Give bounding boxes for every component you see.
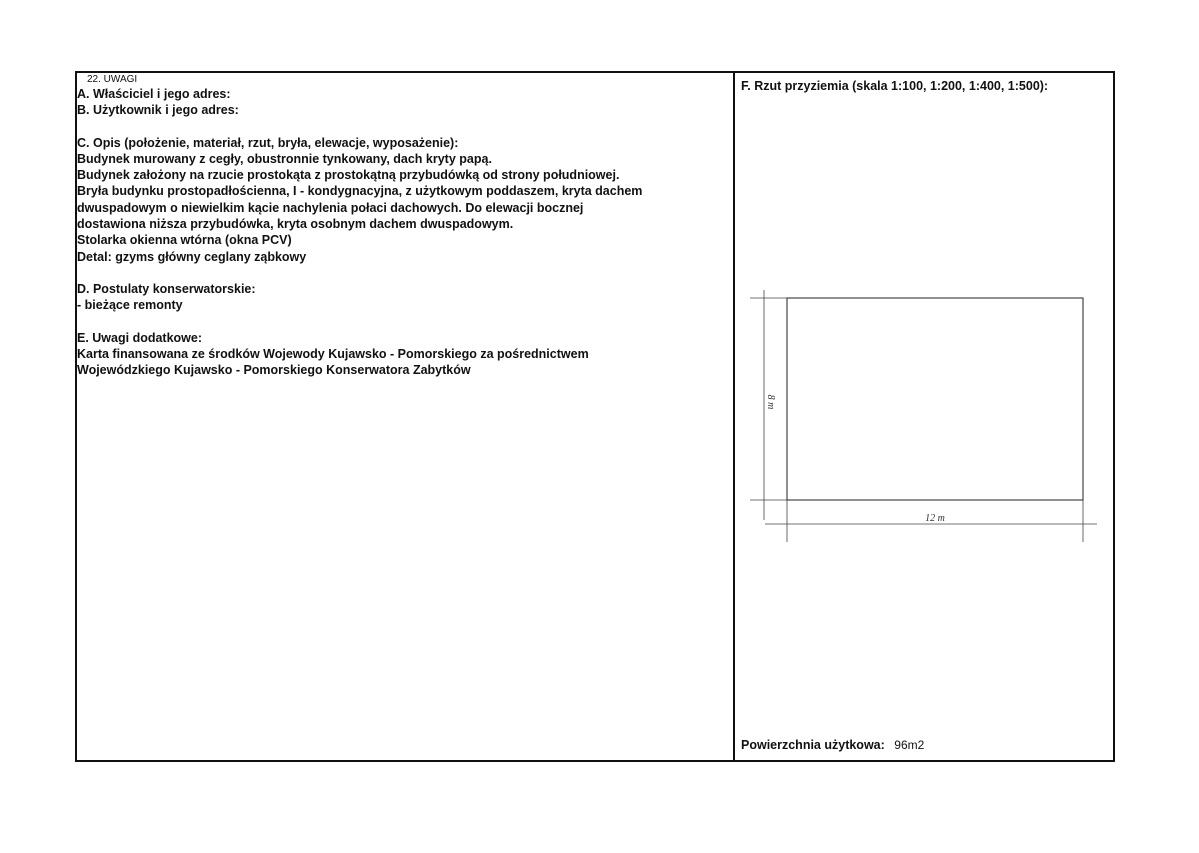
remarks-heading: E. Uwagi dodatkowe: — [77, 330, 203, 345]
postulates-line: - bieżące remonty — [77, 298, 183, 313]
usable-area-row — [741, 738, 924, 752]
owner-heading: A. Właściciel i jego adres: — [77, 87, 231, 101]
usable-area-value: 96m2 — [894, 738, 925, 752]
description-line: Bryła budynku prostopadłościenna, I - kondygnacyjna, z użytkowym poddaszem, kryta dachem — [77, 184, 643, 199]
remarks-line: Karta finansowana ze środków Wojewody Kujawsko - Pomorskiego za pośrednictwem — [77, 346, 589, 361]
user-heading: B. Użytkownik i jego adres: — [77, 103, 239, 118]
description-line: dostawiona niższa przybudówka, kryta osobnym dachem dwuspadowym. — [77, 217, 514, 232]
building-outline — [787, 298, 1083, 500]
remarks-line: Wojewódzkiego Kujawsko - Pomorskiego Konserwatora Zabytków — [77, 363, 471, 378]
description-heading: C. Opis (położenie, materiał, rzut, bryła, elewacje, wyposażenie): — [77, 135, 459, 150]
description-line: Detal: gzyms główny ceglany ząbkowy — [77, 249, 307, 264]
column-divider — [733, 71, 735, 762]
description-line: Budynek założony na rzucie prostokąta z prostokątną przybudówką od strony południowej. — [77, 168, 620, 183]
height-label: 8 m — [765, 394, 776, 410]
usable-area-label: Powierzchnia użytkowa: — [741, 738, 885, 752]
width-label: 12 m — [925, 513, 945, 524]
description-line: dwuspadowym o niewielkim kącie nachylenia połaci dachowych. Do elewacji bocznej — [77, 200, 584, 215]
remarks-column — [77, 74, 729, 378]
postulates-heading: D. Postulaty konserwatorskie: — [77, 281, 256, 296]
floor-plan-title: F. Rzut przyziemia (skala 1:100, 1:200, 1:400, 1:500): — [741, 79, 1049, 93]
floor-plan-drawing — [745, 280, 1115, 550]
description-line: Budynek murowany z cegły, obustronnie tynkowany, dach kryty papą. — [77, 151, 492, 166]
section-number: 22. UWAGI — [87, 74, 138, 85]
description-line: Stolarka okienna wtórna (okna PCV) — [77, 233, 292, 248]
